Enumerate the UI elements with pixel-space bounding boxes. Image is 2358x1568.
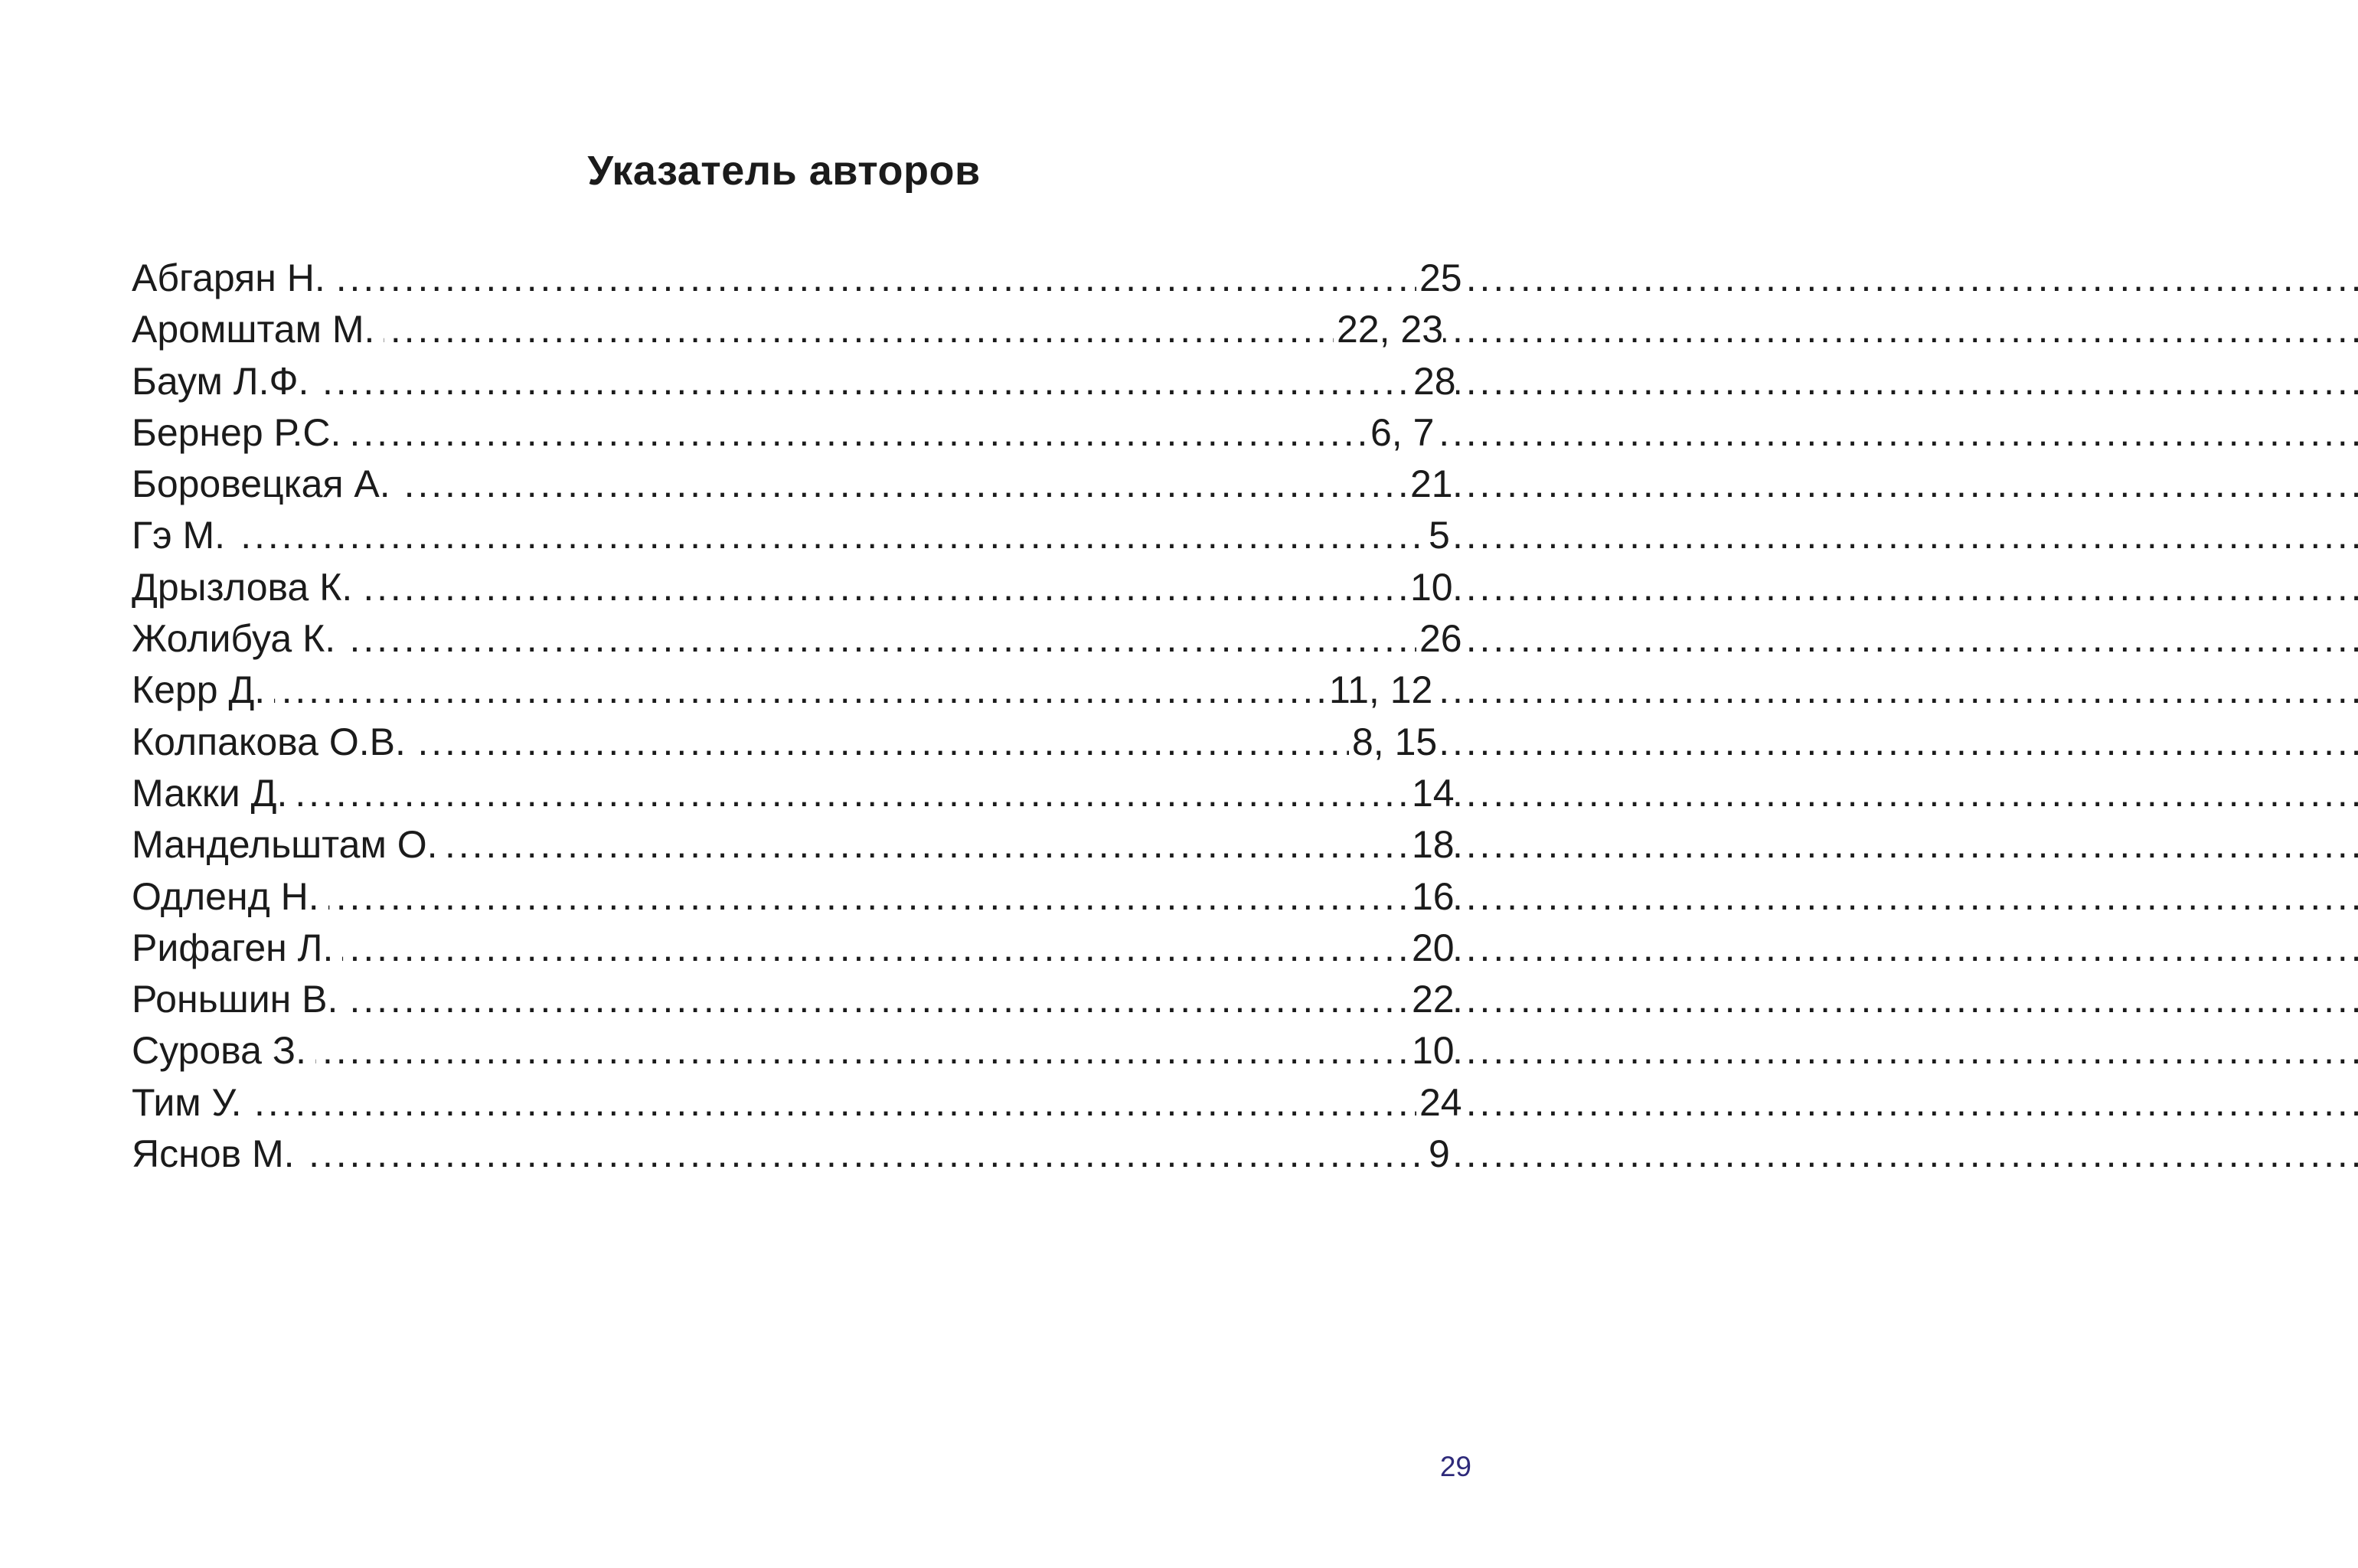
author-name: Сурова З.: [132, 1029, 315, 1072]
index-entry: [132, 613, 1462, 665]
dot-leader: [132, 510, 2358, 561]
index-entry: [132, 459, 1453, 510]
page-refs: 16: [1409, 871, 1455, 923]
index-entry: [132, 304, 1448, 355]
page-refs: 20: [1409, 923, 1455, 974]
page-refs: 11, 12: [1326, 665, 1432, 716]
dot-leader: [132, 819, 2358, 871]
index-entry: [132, 407, 1448, 459]
dot-leader: [132, 562, 2358, 613]
index-entry: [132, 665, 1448, 716]
dot-leader: [132, 613, 2358, 665]
dot-leader: [132, 974, 2358, 1025]
author-name: Керр Д.: [132, 668, 274, 711]
author-name: Мандельштам О.: [132, 823, 447, 866]
dot-leader: [132, 871, 2358, 923]
index-entry: [132, 819, 1455, 871]
page-refs: 21: [1407, 459, 1453, 510]
dot-leader: [132, 1129, 2358, 1180]
author-name: Абгарян Н.: [132, 256, 335, 299]
author-name: Тим У.: [132, 1081, 251, 1124]
author-name: Баум Л.Ф.: [132, 360, 318, 403]
page-refs: 5: [1426, 510, 1450, 561]
index-entry: [132, 1129, 1448, 1180]
author-name: Рифаген Л.: [132, 926, 342, 969]
index-entry: [132, 1025, 1455, 1076]
index-entry: [132, 253, 1462, 304]
page-title: Указатель авторов: [587, 148, 981, 194]
author-name: Жолибуа К.: [132, 617, 345, 660]
index-entry: [132, 510, 1448, 561]
author-name: Одленд Н.: [132, 875, 328, 918]
page-refs: 28: [1410, 356, 1456, 407]
index-entry: [132, 562, 1453, 613]
page-refs: 6, 7: [1367, 407, 1434, 459]
dot-leader: [132, 665, 2358, 716]
index-entry: [132, 356, 1456, 407]
dot-leader: [132, 407, 2358, 459]
author-name: Аромштам М.: [132, 308, 384, 351]
dot-leader: [132, 768, 2358, 819]
page-refs: 24: [1416, 1077, 1462, 1129]
dot-leader: [132, 356, 2358, 407]
index-entry: [132, 974, 1455, 1025]
page-refs: 10: [1409, 1025, 1455, 1076]
author-index-list: [132, 253, 1462, 1180]
author-name: Дрызлова К.: [132, 566, 361, 609]
page-refs: 14: [1409, 768, 1455, 819]
dot-leader: [132, 923, 2358, 974]
index-entry: [132, 717, 1448, 768]
index-entry: [132, 1077, 1462, 1129]
dot-leader: [132, 1077, 2358, 1129]
index-entry: [132, 923, 1455, 974]
author-name: Роньшин В.: [132, 978, 347, 1021]
page-refs: 9: [1426, 1129, 1450, 1180]
page-refs: 18: [1409, 819, 1455, 871]
dot-leader: [132, 459, 2358, 510]
dot-leader: [132, 717, 2358, 768]
page-number: 29: [1439, 1451, 1471, 1482]
dot-leader: [132, 253, 2358, 304]
page-refs: 10: [1407, 562, 1453, 613]
page-refs: 22: [1409, 974, 1455, 1025]
author-name: Яснов М.: [132, 1132, 304, 1175]
page-refs: 25: [1416, 253, 1462, 304]
page-refs: 8, 15: [1349, 717, 1437, 768]
dot-leader: [132, 1025, 2358, 1076]
author-name: Бернер Р.С.: [132, 411, 350, 454]
dot-leader: [132, 304, 2358, 355]
author-name: Колпакова О.В.: [132, 720, 415, 763]
author-name: Гэ М.: [132, 514, 234, 557]
author-name: Боровецкая А.: [132, 462, 400, 505]
index-entry: [132, 871, 1455, 923]
author-name: Макки Д.: [132, 772, 296, 815]
page-refs: 22, 23: [1334, 304, 1443, 355]
page-refs: 26: [1416, 613, 1462, 665]
index-entry: [132, 768, 1455, 819]
